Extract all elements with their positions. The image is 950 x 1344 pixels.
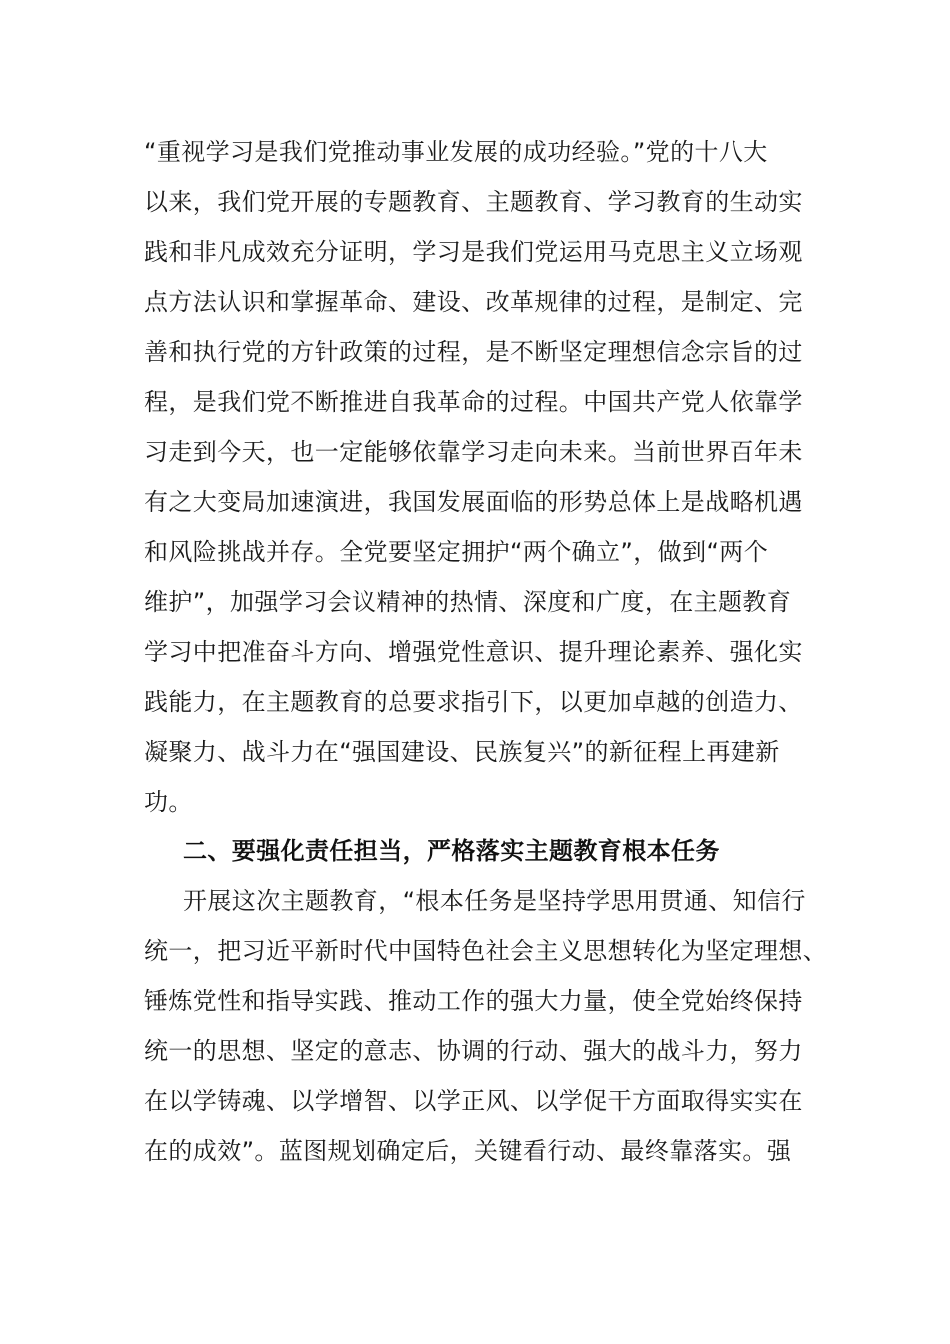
section-heading: 二、要强化责任担当，严格落实主题教育根本任务: [183, 837, 720, 865]
paragraph1-line: 有之大变局加速演进，我国发展面临的形势总体上是战略机遇: [144, 488, 803, 516]
paragraph2-line: 锤炼党性和指导实践、推动工作的强大力量，使全党始终保持: [144, 987, 803, 1015]
paragraph2-line: 开展这次主题教育，“根本任务是坚持学思用贯通、知信行: [183, 887, 806, 915]
paragraph1-line: 善和执行党的方针政策的过程，是不断坚定理想信念宗旨的过: [144, 338, 803, 366]
paragraph1-line: 点方法认识和掌握革命、建设、改革规律的过程，是制定、完: [144, 288, 803, 316]
paragraph1-line: 维护”，加强学习会议精神的热情、深度和广度，在主题教育: [144, 588, 792, 616]
paragraph1-line: 学习中把准奋斗方向、增强党性意识、提升理论素养、强化实: [144, 638, 803, 666]
paragraph1-line: 践能力，在主题教育的总要求指引下，以更加卓越的创造力、: [144, 688, 803, 716]
paragraph1-line: 习走到今天，也一定能够依靠学习走向未来。当前世界百年未: [144, 438, 803, 466]
paragraph2-line: 统一的思想、坚定的意志、协调的行动、强大的战斗力，努力: [144, 1037, 803, 1065]
paragraph2-line: 在以学铸魂、以学增智、以学正风、以学促干方面取得实实在: [144, 1087, 803, 1115]
paragraph1-line: 以来，我们党开展的专题教育、主题教育、学习教育的生动实: [144, 188, 803, 216]
paragraph2-line: 在的成效”。蓝图规划确定后，关键看行动、最终靠落实。强: [144, 1137, 792, 1165]
paragraph1-line: “重视学习是我们党推动事业发展的成功经验。”党的十八大: [144, 138, 768, 166]
paragraph1-line: 践和非凡成效充分证明，学习是我们党运用马克思主义立场观: [144, 238, 803, 266]
paragraph1-line: 程，是我们党不断推进自我革命的过程。中国共产党人依靠学: [144, 388, 803, 416]
paragraph1-line: 凝聚力、战斗力在“强国建设、民族复兴”的新征程上再建新: [144, 738, 780, 766]
paragraph1-line: 和风险挑战并存。全党要坚定拥护“两个确立”，做到“两个: [144, 538, 769, 566]
paragraph2-line: 统一，把习近平新时代中国特色社会主义思想转化为坚定理想、: [144, 937, 828, 965]
paragraph1-line: 功。: [144, 788, 193, 816]
